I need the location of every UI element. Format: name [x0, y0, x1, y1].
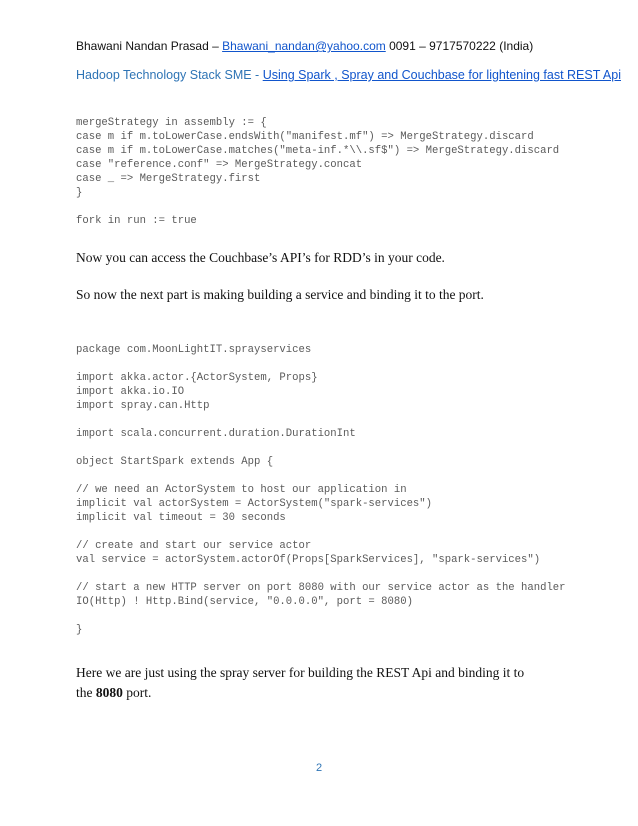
code-line: implicit val timeout = 30 seconds [76, 512, 286, 524]
code-block-sbt [76, 116, 559, 228]
page-header [76, 39, 533, 53]
code-block-scala [76, 343, 566, 637]
code-line: case m if m.toLowerCase.endsWith("manifest.mf") => MergeStrategy.discard [76, 131, 534, 143]
code-line: // start a new HTTP server on port 8080 with our service actor as the handler [76, 582, 566, 594]
code-line: package com.MoonLightIT.sprayservices [76, 344, 312, 356]
code-line [76, 357, 566, 371]
paragraph-line-1: Here we are just using the spray server for building the REST Api and binding it to [76, 665, 525, 680]
code-line: // create and start our service actor [76, 540, 312, 552]
code-line: IO(Http) ! Http.Bind(service, "0.0.0.0", port = 8080) [76, 596, 413, 608]
email-link[interactable]: Bhawani_nandan@yahoo.com [222, 39, 386, 53]
code-line [76, 567, 566, 581]
code-line: val service = actorSystem.actorOf(Props[SparkServices], "spark-services") [76, 554, 541, 566]
code-line: import akka.actor.{ActorSystem, Props} [76, 372, 318, 384]
code-line [76, 609, 566, 623]
page-number: 2 [315, 762, 323, 774]
code-line [76, 525, 566, 539]
code-line: } [76, 624, 83, 636]
code-line [76, 441, 566, 455]
paragraph-couchbase-api: Now you can access the Couchbase’s API’s for RDD’s in your code. [76, 250, 445, 265]
code-line: case _ => MergeStrategy.first [76, 173, 261, 185]
paragraph-spray-server [76, 663, 524, 703]
code-line: case "reference.conf" => MergeStrategy.concat [76, 159, 363, 171]
code-line [76, 413, 566, 427]
code-line: mergeStrategy in assembly := { [76, 117, 267, 129]
code-line: implicit val actorSystem = ActorSystem("spark-services") [76, 498, 433, 510]
port-number-bold: 8080 [95, 685, 123, 700]
code-line [76, 200, 559, 214]
document-subheader [76, 68, 621, 82]
code-line: object StartSpark extends App { [76, 456, 274, 468]
paragraph-line-2 [76, 683, 524, 703]
phone-number: 0091 – 9717570222 (India) [385, 39, 534, 53]
title-link[interactable]: Using Spark , Spray and Couchbase for lightening fast REST Api [262, 68, 621, 82]
code-line: case m if m.toLowerCase.matches("meta-inf.*\\.sf$") => MergeStrategy.discard [76, 145, 560, 157]
line2-suffix: port. [122, 685, 152, 700]
code-line: fork in run := true [76, 215, 197, 227]
code-line: import akka.io.IO [76, 386, 185, 398]
subheader-prefix: Hadoop Technology Stack SME - [76, 68, 263, 82]
code-line: import scala.concurrent.duration.DurationInt [76, 428, 356, 440]
paragraph-next-part: So now the next part is making building a service and binding it to the port. [76, 287, 484, 302]
code-line: // we need an ActorSystem to host our application in [76, 484, 407, 496]
author-name: Bhawani Nandan Prasad – [76, 39, 223, 53]
code-line: import spray.can.Http [76, 400, 210, 412]
line2-prefix: the [76, 685, 96, 700]
code-line [76, 469, 566, 483]
code-line: } [76, 187, 83, 199]
